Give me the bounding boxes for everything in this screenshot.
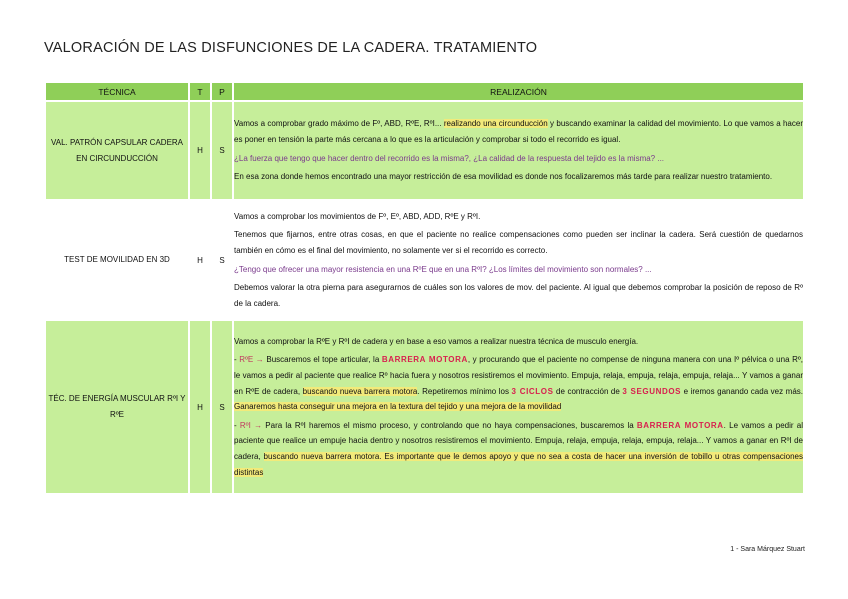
table-row-capsular — [46, 102, 803, 199]
technique-table — [44, 81, 805, 495]
realizacion-cell — [234, 102, 803, 199]
header-realizacion: REALIZACIÓN — [234, 83, 803, 100]
paragraph: En esa zona donde hemos encontrado una mayor restricción de esa movilidad es donde nos focalizaremos más tarde para realizar nuestro tratamiento. — [234, 172, 773, 182]
paragraph: Vamos a comprobar los movimientos de Fº, Eº, ABD, ADD, RºE y RºI. — [234, 211, 481, 221]
page-footer: 1 - Sara Márquez Stuart — [730, 546, 805, 553]
cell-p: S — [212, 102, 232, 199]
highlight: Ganaremos hasta conseguir una mejora en la textura del tejido y una mejora de la movilidad — [234, 402, 562, 412]
emphasis-text: 3 SEGUNDOS — [622, 386, 682, 396]
realizacion-cell — [234, 321, 803, 493]
technique-name: TÉC. DE ENERGÍA MUSCULAR RºI Y RºE — [46, 321, 188, 493]
paragraph-rotacion-externa: - RºE → Buscaremos el tope articular, la BARRERA MOTORA, y procurando que el paciente no compense de ninguna manera con una Iº pélvica o una Rº, le vamos a pedir al paciente que realice Rº hacia fuera y nosotros resistiremos el movimiento. Empuja, relaja, empuja, relaja, empuja, relaja... Y vamos a ganar en RºE de cadera, buscando nueva barrera motora. Repetiremos mínimo los 3 CICLOS de contracción de 3 SEGUNDOS e iremos ganando cada vez más. Ganaremos hasta conseguir una mejora en la textura del tejido y una mejora de la movilidad — [234, 355, 803, 412]
highlight: buscando nueva barrera motora — [302, 386, 418, 396]
technique-name: TEST DE MOVILIDAD EN 3D — [46, 201, 188, 319]
highlight: realizando una circunducción — [443, 119, 548, 129]
cell-t: H — [190, 321, 210, 493]
technique-name: VAL. PATRÓN CAPSULAR CADERA EN CIRCUNDUCCIÓN — [46, 102, 188, 199]
paragraph: Vamos a comprobar la RºE y RºI de cadera y en base a eso vamos a realizar nuestra técnica de musculo energía. — [234, 336, 639, 346]
rotation-label: RºI → — [239, 420, 263, 430]
cell-t: H — [190, 102, 210, 199]
realizacion-cell — [234, 201, 803, 319]
highlight: buscando nueva barrera motora. Es importante que le demos apoyo y que no sea a costa de hacer una inversión de tobillo u otras compensaciones distintas — [234, 451, 804, 477]
paragraph-rotacion-interna: - RºI → Para la RºI haremos el mismo proceso, y controlando que no haya compensaciones, buscaremos la BARRERA MOTORA. Le vamos a pedir al paciente que realice un empuje hacia dentro y nosotros resistiremos el movimiento. Empuja, relaja, empuja, relaja, empuja, relaja... Y vamos a ganar en RºI de cadera, buscando nueva barrera motora. Es importante que le demos apoyo y que no sea a costa de hacer una inversión de tobillo u otras compensaciones distintas — [234, 420, 804, 477]
header-tecnica: TÉCNICA — [46, 83, 188, 100]
cell-p: S — [212, 201, 232, 319]
cell-p: S — [212, 321, 232, 493]
table-row-energia-muscular — [46, 321, 803, 493]
question-paragraph: ¿Tengo que ofrecer una mayor resistencia en una RºE que en una RºI? ¿Los límites del movimiento son normales? ... — [234, 264, 652, 274]
question-paragraph: ¿La fuerza que tengo que hacer dentro del recorrido es la misma?, ¿La calidad de la respuesta del tejido es la misma? ... — [234, 153, 665, 163]
paragraph: Vamos a comprobar grado máximo de Fº, ABD, RºE, RºI... realizando una circunducción y buscando examinar la calidad del movimiento. Lo que vamos a hacer es poner en tensión la parte más cercana a lo que es la articulación y comprobar si todo el recorrido es igual. — [234, 119, 803, 144]
table-row-test-3d — [46, 201, 803, 319]
table-header-row — [46, 83, 803, 100]
header-p: P — [212, 83, 232, 100]
header-t: T — [190, 83, 210, 100]
emphasis-text: BARRERA MOTORA — [381, 355, 468, 365]
page-title: VALORACIÓN DE LAS DISFUNCIONES DE LA CADERA. TRATAMIENTO — [44, 40, 538, 56]
rotation-label: RºE → — [239, 355, 264, 365]
paragraph: Debemos valorar la otra pierna para asegurarnos de cuáles son los valores de mov. del paciente. Al igual que debemos comprobar la posición de reposo de Rº de la cadera. — [234, 283, 803, 308]
emphasis-text: BARRERA MOTORA — [636, 420, 724, 430]
emphasis-text: 3 CICLOS — [511, 386, 554, 396]
paragraph: Tenemos que fijarnos, entre otras cosas, en que el paciente no realice compensaciones como pueden ser inclinar la cadera. Será cuestión de quedarnos también en cómo es el final del movimiento, no solamente ver si el recorrido es correcto. — [234, 230, 803, 255]
cell-t: H — [190, 201, 210, 319]
